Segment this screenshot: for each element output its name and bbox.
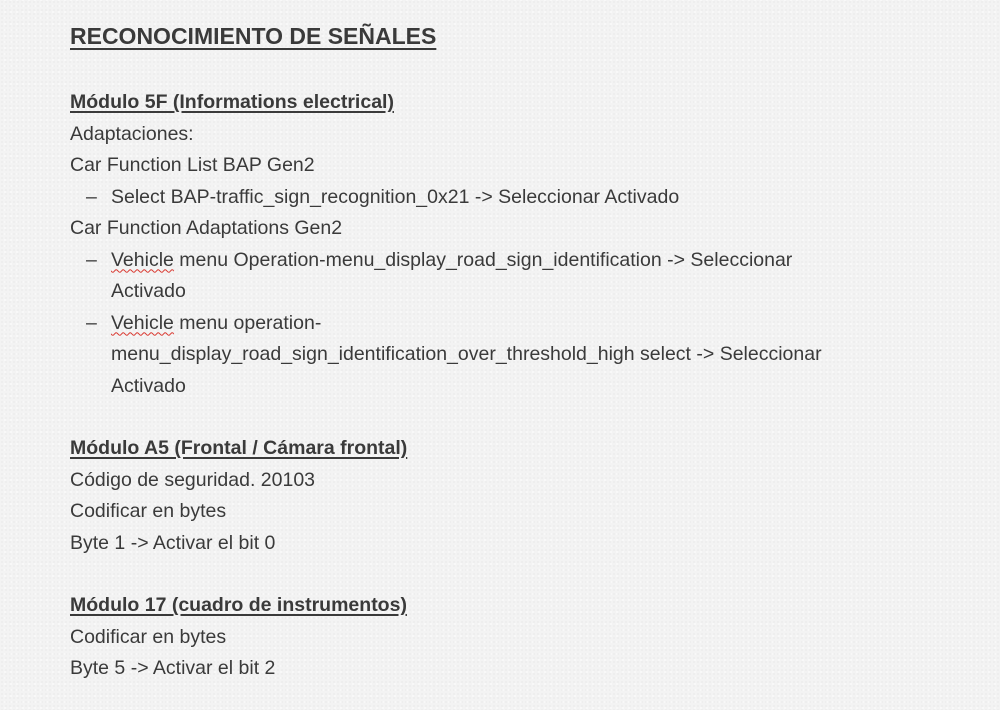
list-item-continuation: Activado [111, 280, 186, 302]
text-line: Codificar en bytes [70, 500, 227, 522]
dash-bullet: – [86, 248, 97, 271]
dash-bullet: – [86, 185, 97, 208]
misspelled-word[interactable]: Vehicle [111, 248, 174, 271]
section-module-a5 [70, 433, 970, 559]
note-body[interactable] [70, 16, 970, 685]
list-item-continuation: Activado [111, 374, 186, 397]
text-line: Car Function List BAP Gen2 [70, 154, 315, 176]
list-item-text: menu operation- [173, 311, 322, 334]
text-line: Adaptaciones: [70, 122, 194, 145]
section-heading: Módulo 17 (cuadro de instrumentos) [70, 594, 407, 616]
list-item-text: Select BAP-traffic_sign_recognition_0x21 -> Seleccionar Activado [111, 185, 680, 208]
list-item [70, 182, 970, 214]
text-line: Byte 1 -> Activar el bit 0 [70, 531, 276, 554]
text-line: Car Function Adaptations Gen2 [70, 217, 343, 239]
list-item-continuation: menu_display_road_sign_identification_over_threshold_high select -> Seleccionar [111, 343, 822, 365]
section-module-5f [70, 87, 970, 402]
section-heading: Módulo A5 (Frontal / Cámara frontal) [70, 437, 408, 459]
text-line: Codificar en bytes [70, 625, 227, 648]
text-line: Código de seguridad. 20103 [70, 468, 316, 491]
dash-bullet: – [86, 311, 97, 334]
section-heading: Módulo 5F (Informations electrical) [70, 91, 394, 113]
page-title: RECONOCIMIENTO DE SEÑALES [70, 23, 437, 49]
section-module-17 [70, 590, 970, 685]
list-item [70, 245, 970, 308]
misspelled-word[interactable]: Vehicle [111, 311, 174, 334]
list-item [70, 308, 970, 403]
list-item-text: menu Operation-menu_display_road_sign_identification -> Seleccionar [173, 248, 793, 271]
text-line: Byte 5 -> Activar el bit 2 [70, 657, 276, 679]
